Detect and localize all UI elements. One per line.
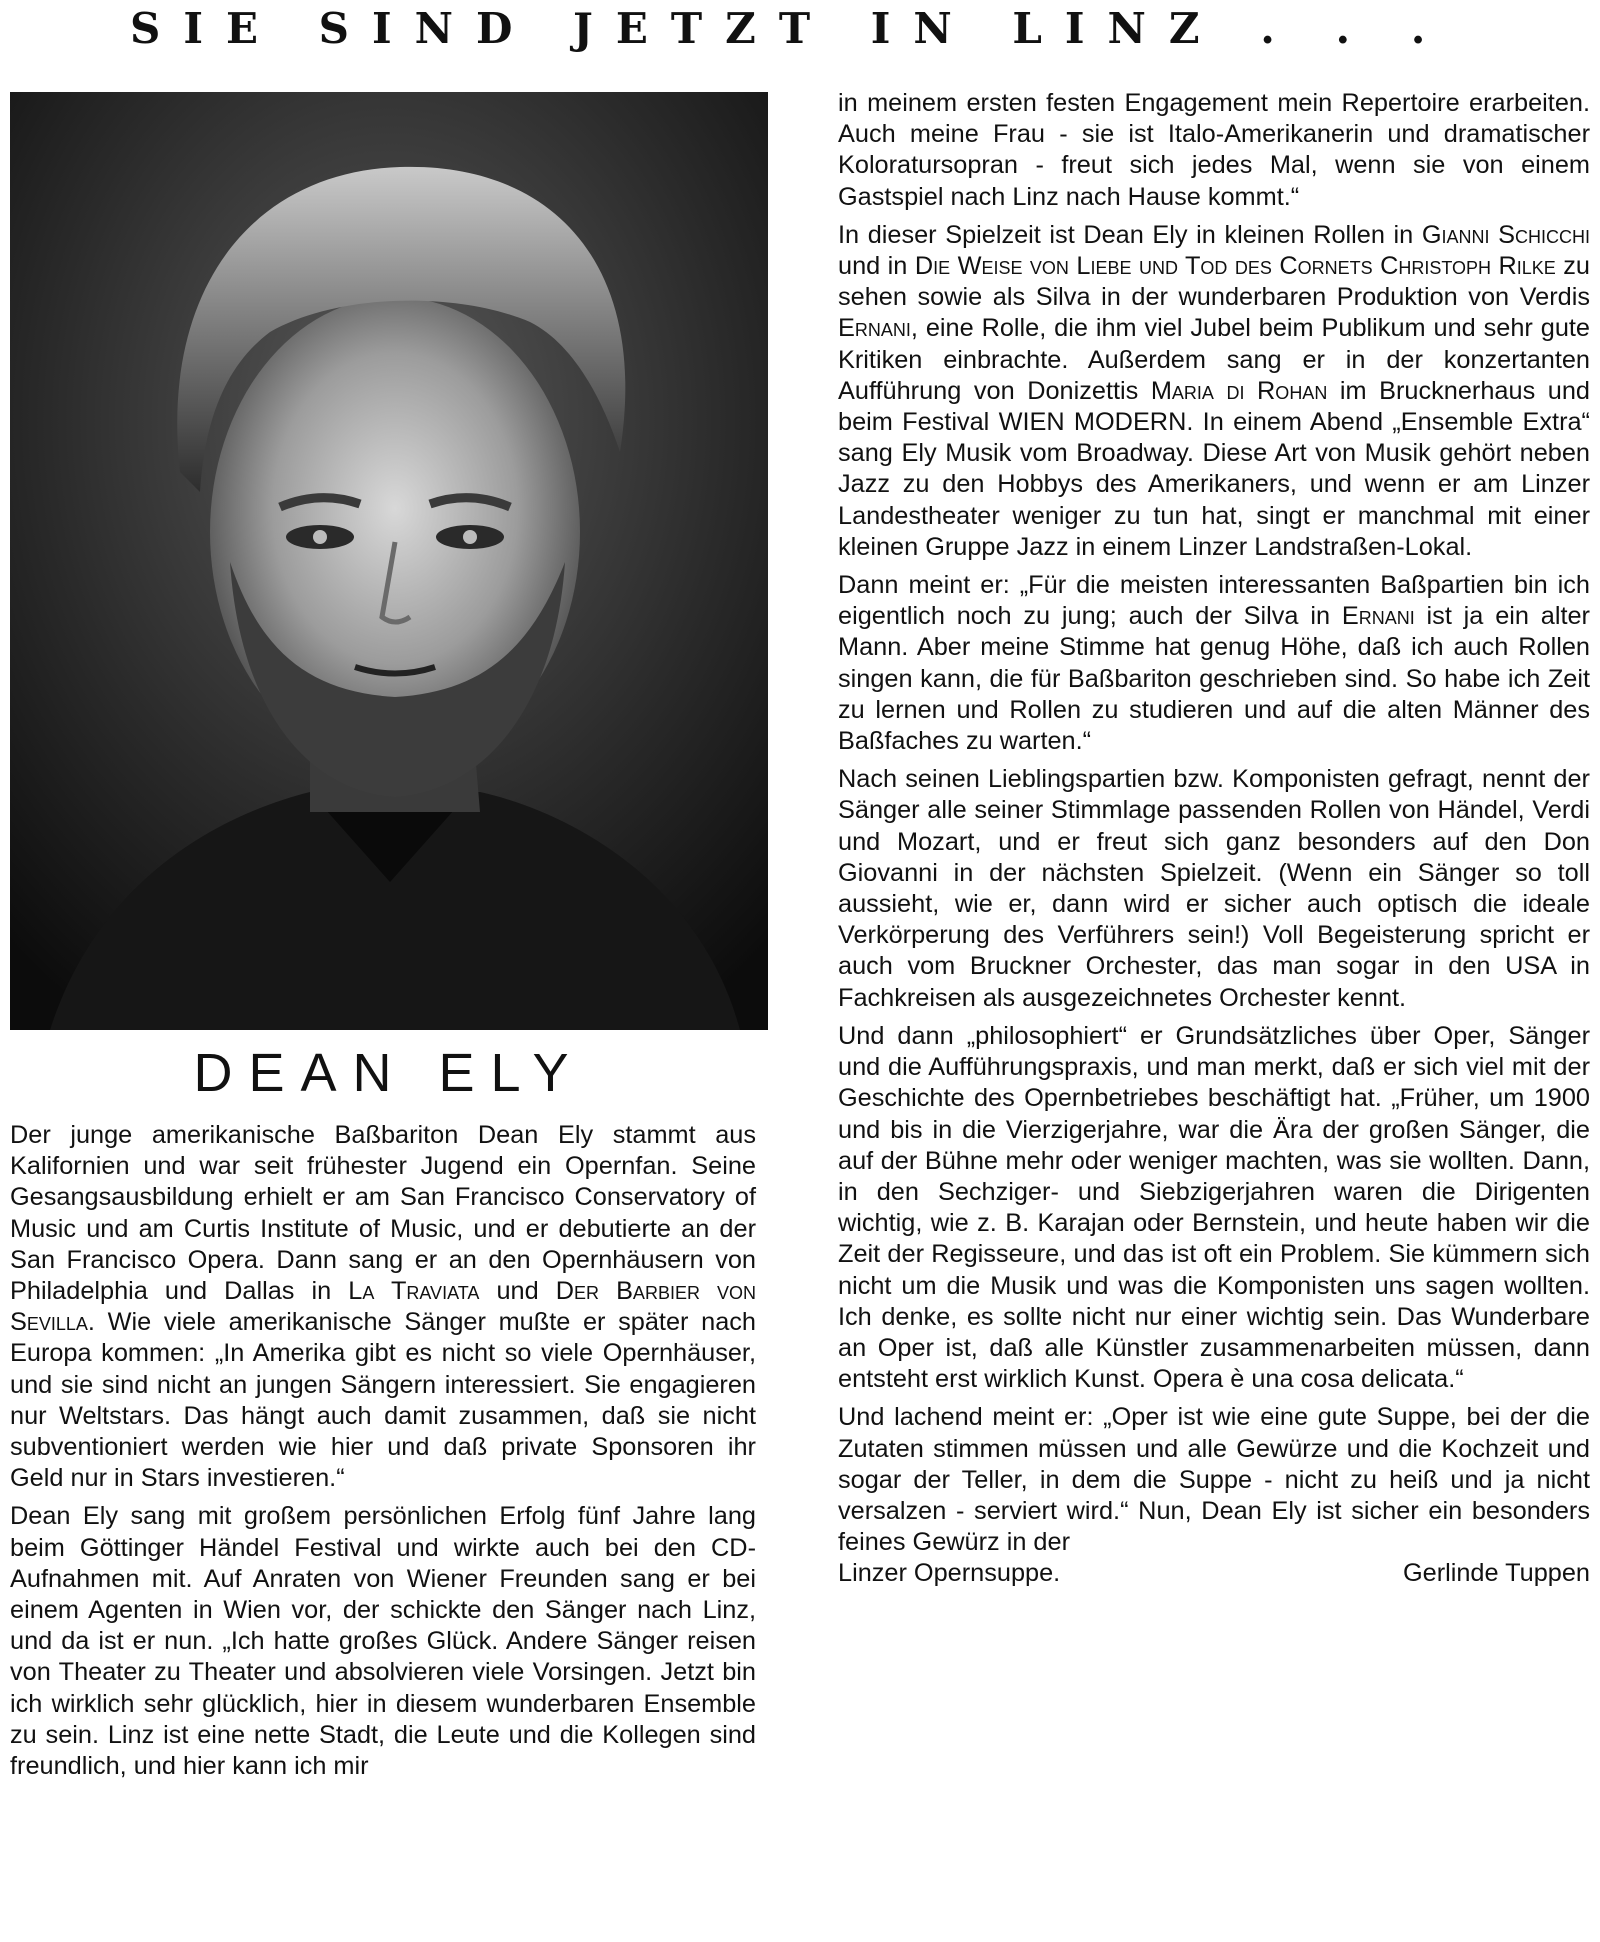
work-title: Die Weise von Liebe und Tod des Cornets Christoph Rilke [914,252,1556,281]
page-header [0,0,1600,70]
work-title: Gianni Schicchi [1421,220,1590,249]
work-title: Ernani [838,314,911,343]
portrait-image [10,92,768,1030]
article-paragraph: Der junge amerikanische Baßbariton Dean Ely stammt aus Kalifornien und war seit frühester Jugend ein Opernfan. Seine Gesangsausbildung erhielt er am San Francisco Conservatory of Music und am Curtis Institute of Music, und er debutierte an der San Francisco Opera. Dann sang er an den Opernhäusern von Philadelphia und Dallas in La Traviata und Der Barbier von Sevilla. Wie viele amerikanische Sänger mußte er später nach Europa kommen: „In Amerika gibt es nicht so viele Opernhäuser, und sie sind nicht an jungen Sängern interessiert. Sie engagieren nur Weltstars. Das hängt auch damit zusammen, daß sie nicht subventioniert werden wie hier und daß private Sponsoren ihr Geld nur in Stars investieren.“ [10,1121,757,1493]
closing-line [838,1558,1590,1589]
article-paragraph: In dieser Spielzeit ist Dean Ely in kleinen Rollen in Gianni Schicchi und in Die Weise von Liebe und Tod des Cornets Christoph Rilke zu sehen sowie als Silva in der wunderbaren Produktion von Verdis Ernani, eine Rolle, die ihm viel Jubel beim Publikum und sehr gute Kritiken einbrachte. Außerdem sang er in der konzertanten Aufführung von Donizettis Maria di Rohan im Brucknerhaus und beim Festival WIEN MODERN. In einem Abend „Ensemble Extra“ sang Ely Musik vom Broadway. Diese Art von Musik gehört neben Jazz zu den Hobbys des Amerikaners, und wenn er am Linzer Landestheater weniger zu tun hat, singt er manchmal mit einer kleinen Gruppe Jazz in einem Linzer Landstraßen-Lokal. [838,220,1590,561]
article-column-left [10,1120,756,1789]
profile-name: DEAN ELY [193,1043,585,1103]
work-title: Maria di Rohan [1150,376,1328,405]
page-title: SIE SIND JETZT IN LINZ . . . [130,4,1449,53]
article-paragraph: Dean Ely sang mit großem persönlichen Erfolg fünf Jahre lang beim Göttinger Händel Festival und wirkte auch bei den CD-Aufnahmen mit. Auf Anraten von Wiener Freunden sang er bei einem Agenten in Wien vor, der schickte den Sänger nach Linz, und da ist er nun. „Ich hatte großes Glück. Andere Sänger reisen von Theater zu Theater und absolvieren viele Vorsingen. Jetzt bin ich wirklich sehr glücklich, hier in diesem wunderbaren Ensemble zu sein. Linz ist eine nette Stadt, die Leute und die Kollegen sind freundlich, und hier kann ich mir [10,1502,756,1781]
work-title: La Traviata [348,1277,480,1306]
article-paragraph: Und dann „philosophiert“ er Grundsätzliches über Oper, Sänger und die Aufführungspraxis, und man merkt, daß er sich viel mit der Geschichte des Opernbetriebes beschäftigt hat. „Früher, um 1900 und bis in die Vierzigerjahre, war die Ära der großen Sänger, die auf der Bühne mehr oder weniger machten, was sie wollten. Dann, in den Sechziger- und Siebzigerjahren waren die Dirigenten wichtig, wie z. B. Karajan oder Bernstein, und heute haben wir die Zeit der Regisseure, und das ist oft ein Problem. Sie kümmern sich nicht um die Musik und was die Komponisten uns sagen wollten. Ich denke, es sollte nicht nur einer wichtig sein. Das Wunderbare an Oper ist, daß alle Künstler zusammenarbeiten müssen, dann entsteht erst wirklich Kunst. Opera è una cosa delicata.“ [838,1021,1590,1394]
work-title: Der Barbier von Sevilla [10,1277,757,1337]
article-paragraph: Nach seinen Lieblingspartien bzw. Komponisten gefragt, nennt der Sänger alle seiner Stimmlage passenden Rollen von Händel, Verdi und Mozart, und er freut sich ganz besonders auf den Don Giovanni in der nächsten Spielzeit. (Wenn ein Sänger so toll aussieht, wie er, dann wird er sicher auch optisch die ideale Verkörperung des Verführers sein!) Voll Begeisterung spricht er auch vom Bruckner Orchester, das man sogar in den USA in Fachkreisen als ausgezeichnetes Orchester kennt. [838,765,1590,1012]
portrait-photo [10,92,768,1030]
closing-text: Linzer Opernsuppe. [838,1559,1061,1588]
article-paragraph: Und lachend meint er: „Oper ist wie eine gute Suppe, bei der die Zutaten stimmen müssen und alle Gewürze und die Kochzeit und sogar der Teller, in dem die Suppe - nicht zu heiß und ja nicht versalzen - serviert wird.“ Nun, Dean Ely ist sicher ein besonders feines Gewürz in der [838,1403,1590,1557]
article-column-right [838,88,1590,1590]
article-paragraph: in meinem ersten festen Engagement mein Repertoire erarbeiten. Auch meine Frau - sie ist Italo-Amerikanerin und dramatischer Koloratursopran - freut sich jedes Mal, wenn sie von einem Gastspiel nach Linz nach Hause kommt.“ [838,89,1590,211]
author-signature: Gerlinde Tuppen [1402,1559,1590,1588]
article-paragraph: Dann meint er: „Für die meisten interessanten Baßpartien bin ich eigentlich noch zu jung; auch der Silva in Ernani ist ja ein alter Mann. Aber meine Stimme hat genug Höhe, daß ich auch Rollen singen kann, die für Baßbariton geschrieben sind. So habe ich Zeit zu lernen und Rollen zu studieren und auf die alten Männer des Baßfaches zu warten.“ [838,571,1590,756]
work-title: Ernani [1341,602,1415,631]
